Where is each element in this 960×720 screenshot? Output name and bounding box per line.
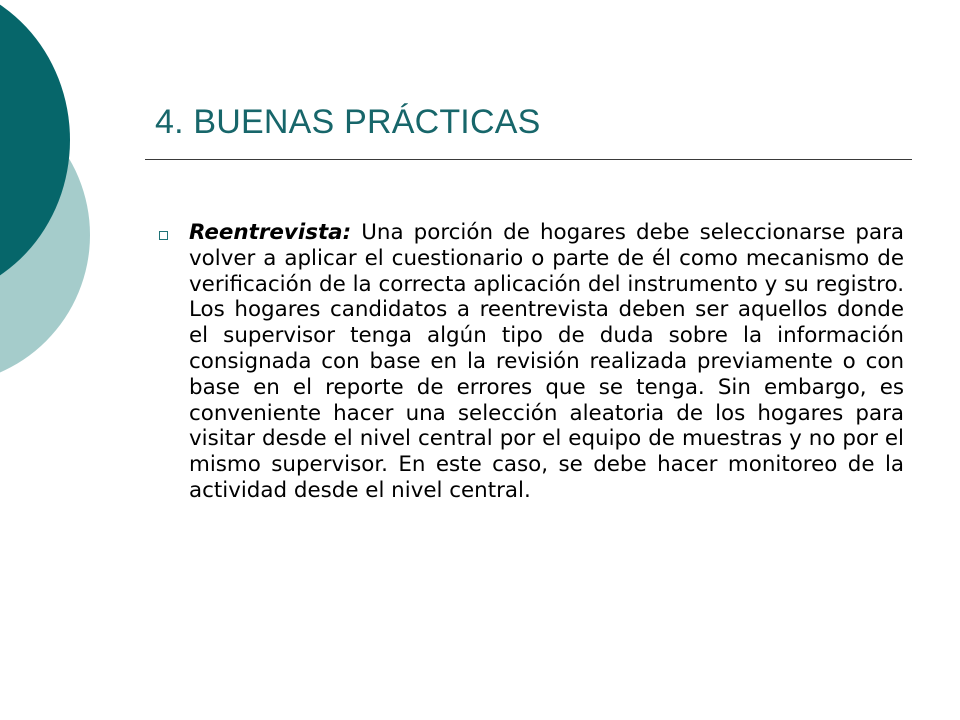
bullet-paragraph — [189, 220, 904, 504]
slide-title: 4. BUENAS PRÁCTICAS — [155, 103, 541, 141]
square-bullet-icon — [159, 231, 168, 240]
bullet-text: Una porción de hogares debe seleccionarse para volver a aplicar el cuestionario o parte de él como mecanismo de verificación de la correcta aplicación del instrumento y su registro. Los hogares candidatos a reentrevista deben ser aquellos donde el supervisor tenga algún tipo de duda sobre la información consignada con base en la revisión realizada previamente o con base en el reporte de errores que se tenga. Sin embargo, es conveniente hacer una selección aleatoria de los hogares para visitar desde el nivel central por el equipo de muestras y no por el mismo supervisor. En este caso, se debe hacer monitoreo de la actividad desde el nivel central. — [189, 220, 904, 503]
bullet-term: Reentrevista: — [189, 220, 352, 245]
title-divider — [145, 159, 912, 160]
